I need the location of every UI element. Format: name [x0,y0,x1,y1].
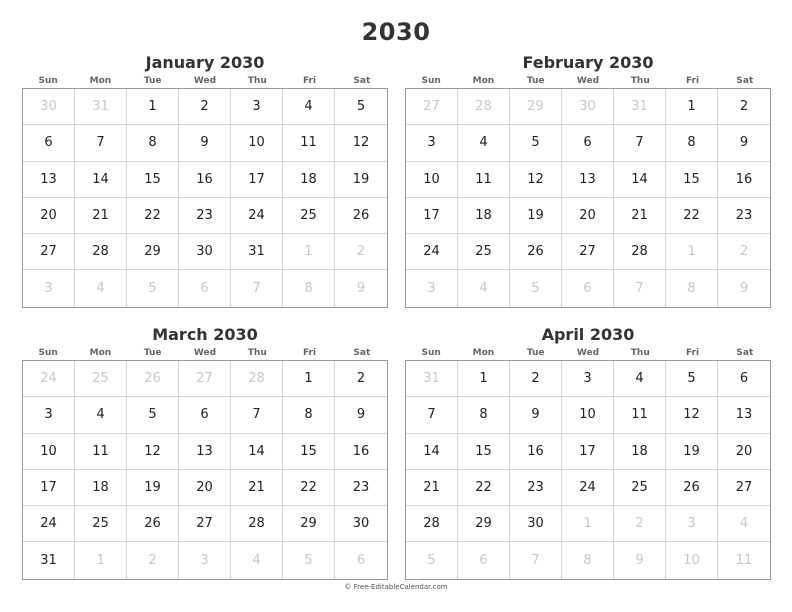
weekday-header [405,74,771,88]
outside-day-cell: 5 [406,542,458,578]
day-cell: 27 [718,470,770,506]
day-cell: 16 [179,162,231,198]
day-cell: 22 [666,198,718,234]
outside-day-cell: 4 [458,270,510,306]
day-cell: 17 [231,162,283,198]
outside-day-cell: 30 [23,89,75,125]
day-cell: 24 [406,234,458,270]
outside-day-cell: 28 [231,361,283,397]
outside-day-cell: 9 [614,542,666,578]
day-cell: 20 [718,434,770,470]
day-cell: 4 [75,397,127,433]
day-cell: 22 [458,470,510,506]
day-cell: 26 [335,198,387,234]
month-calendar [405,324,771,580]
weekday-label: Thu [247,348,267,358]
weekday-label: Sun [421,348,441,358]
day-cell: 18 [283,162,335,198]
day-cell: 24 [562,470,614,506]
day-cell: 13 [562,162,614,198]
day-cell: 21 [406,470,458,506]
day-cell: 22 [127,198,179,234]
day-cell: 3 [231,89,283,125]
day-cell: 22 [283,470,335,506]
day-cell: 10 [231,125,283,161]
day-cell: 30 [179,234,231,270]
weekday-label: Fri [685,348,700,358]
outside-day-cell: 3 [406,270,458,306]
day-cell: 21 [231,470,283,506]
day-cell: 11 [75,434,127,470]
day-cell: 20 [179,470,231,506]
day-cell: 27 [562,234,614,270]
outside-day-cell: 6 [562,270,614,306]
day-cell: 27 [179,506,231,542]
day-cell: 9 [179,125,231,161]
day-cell: 25 [283,198,335,234]
outside-day-cell: 7 [510,542,562,578]
weekday-label: Thu [630,76,650,86]
outside-day-cell: 28 [458,89,510,125]
outside-day-cell: 31 [614,89,666,125]
outside-day-cell: 30 [562,89,614,125]
day-cell: 5 [666,361,718,397]
weekday-label: Fri [302,76,317,86]
day-cell: 26 [666,470,718,506]
outside-day-cell: 2 [335,234,387,270]
weekday-label: Wed [576,76,600,86]
month-calendar [405,52,771,308]
outside-day-cell: 24 [23,361,75,397]
weekday-label: Fri [685,76,700,86]
weekday-label: Wed [193,348,217,358]
day-cell: 11 [614,397,666,433]
outside-day-cell: 8 [666,270,718,306]
day-cell: 7 [614,125,666,161]
day-cell: 2 [718,89,770,125]
outside-day-cell: 1 [666,234,718,270]
day-cell: 9 [718,125,770,161]
weekday-label: Mon [472,76,495,86]
day-cell: 19 [666,434,718,470]
month-title: January 2030 [145,53,265,72]
day-cell: 17 [406,198,458,234]
day-cell: 28 [614,234,666,270]
day-cell: 28 [75,234,127,270]
day-cell: 18 [614,434,666,470]
day-grid [22,360,388,580]
day-cell: 21 [75,198,127,234]
weekday-label: Sat [736,76,754,86]
day-cell: 5 [127,397,179,433]
day-cell: 28 [406,506,458,542]
day-cell: 14 [231,434,283,470]
day-cell: 12 [335,125,387,161]
outside-day-cell: 9 [739,281,749,297]
outside-day-cell: 5 [283,542,335,578]
outside-day-cell: 6 [458,542,510,578]
weekday-label: Tue [143,348,162,358]
day-cell: 25 [614,470,666,506]
outside-day-cell: 2 [614,506,666,542]
day-cell: 6 [23,125,75,161]
day-cell: 16 [510,434,562,470]
day-cell: 17 [23,470,75,506]
day-cell: 3 [406,125,458,161]
day-cell: 14 [406,434,458,470]
day-cell: 8 [283,397,335,433]
day-cell: 6 [562,125,614,161]
day-cell: 29 [458,506,510,542]
month-title: April 2030 [541,325,635,344]
outside-day-cell: 1 [562,506,614,542]
day-cell: 13 [179,434,231,470]
weekday-label: Wed [576,348,600,358]
day-cell: 21 [614,198,666,234]
day-cell: 26 [127,506,179,542]
day-cell: 12 [510,162,562,198]
day-cell: 12 [127,434,179,470]
day-cell: 3 [23,397,75,433]
day-cell: 6 [179,397,231,433]
day-cell: 8 [127,125,179,161]
day-cell: 10 [562,397,614,433]
day-cell: 8 [458,397,510,433]
day-grid [22,88,388,308]
month-title: February 2030 [522,53,654,72]
day-cell: 5 [510,125,562,161]
day-cell: 15 [666,162,718,198]
day-cell: 1 [283,361,335,397]
day-cell: 18 [75,470,127,506]
day-cell: 7 [406,397,458,433]
day-cell: 27 [23,234,75,270]
day-cell: 31 [231,234,283,270]
day-cell: 6 [718,361,770,397]
weekday-label: Mon [89,76,112,86]
outside-day-cell: 27 [179,361,231,397]
outside-day-cell: 6 [356,553,366,569]
day-cell: 2 [510,361,562,397]
outside-day-cell: 4 [75,270,127,306]
day-cell: 20 [23,198,75,234]
day-cell: 26 [510,234,562,270]
outside-day-cell: 3 [179,542,231,578]
day-cell: 3 [562,361,614,397]
outside-day-cell: 3 [666,506,718,542]
day-cell: 8 [666,125,718,161]
weekday-label: Tue [143,76,162,86]
outside-day-cell: 27 [406,89,458,125]
day-cell: 15 [458,434,510,470]
weekday-label: Mon [472,348,495,358]
weekday-label: Thu [247,76,267,86]
weekday-label: Sat [353,348,371,358]
day-cell: 15 [283,434,335,470]
day-cell: 28 [231,506,283,542]
day-cell: 31 [23,542,75,578]
day-cell: 23 [335,470,387,506]
weekday-header [405,346,771,360]
day-cell: 7 [75,125,127,161]
day-cell: 1 [127,89,179,125]
day-cell: 23 [510,470,562,506]
day-cell: 19 [510,198,562,234]
outside-day-cell: 5 [127,270,179,306]
weekday-label: Thu [630,348,650,358]
footer-credit: © Free-EditableCalendar.com [344,583,448,591]
day-cell: 4 [283,89,335,125]
outside-day-cell: 10 [666,542,718,578]
outside-day-cell: 25 [75,361,127,397]
month-title: March 2030 [152,325,258,344]
day-cell: 13 [23,162,75,198]
day-cell: 18 [458,198,510,234]
day-cell: 10 [23,434,75,470]
day-cell: 2 [335,361,387,397]
outside-day-cell: 2 [718,234,770,270]
day-cell: 7 [231,397,283,433]
weekday-label: Tue [526,348,545,358]
day-cell: 4 [458,125,510,161]
day-cell: 19 [335,162,387,198]
day-cell: 16 [718,162,770,198]
day-cell: 30 [510,506,562,542]
outside-day-cell: 6 [179,270,231,306]
outside-day-cell: 31 [75,89,127,125]
day-cell: 25 [75,506,127,542]
year-title: 2030 [361,18,431,46]
weekday-label: Fri [302,348,317,358]
outside-day-cell: 29 [510,89,562,125]
day-cell: 25 [458,234,510,270]
outside-day-cell: 7 [614,270,666,306]
day-grid [405,360,771,580]
outside-day-cell: 8 [283,270,335,306]
weekday-label: Tue [526,76,545,86]
day-cell: 1 [666,89,718,125]
day-cell: 30 [335,506,387,542]
outside-day-cell: 26 [127,361,179,397]
outside-day-cell: 4 [718,506,770,542]
outside-day-cell: 31 [406,361,458,397]
day-cell: 19 [127,470,179,506]
day-cell: 10 [406,162,458,198]
outside-day-cell: 2 [127,542,179,578]
day-cell: 14 [75,162,127,198]
day-cell: 2 [179,89,231,125]
weekday-label: Sat [736,348,754,358]
outside-day-cell: 3 [23,270,75,306]
day-cell: 11 [283,125,335,161]
day-cell: 13 [718,397,770,433]
weekday-label: Wed [193,76,217,86]
weekday-header [22,346,388,360]
day-cell: 23 [718,198,770,234]
day-cell: 1 [458,361,510,397]
day-cell: 4 [614,361,666,397]
day-cell: 29 [283,506,335,542]
day-cell: 24 [231,198,283,234]
day-cell: 9 [510,397,562,433]
month-calendar [22,52,388,308]
month-calendar [22,324,388,580]
day-cell: 9 [335,397,387,433]
day-cell: 14 [614,162,666,198]
weekday-label: Sat [353,76,371,86]
outside-day-cell: 4 [231,542,283,578]
weekday-label: Sun [38,76,58,86]
day-cell: 20 [562,198,614,234]
outside-day-cell: 1 [75,542,127,578]
weekday-label: Mon [89,348,112,358]
weekday-label: Sun [38,348,58,358]
day-cell: 17 [562,434,614,470]
outside-day-cell: 1 [283,234,335,270]
day-cell: 15 [127,162,179,198]
outside-day-cell: 9 [356,281,366,297]
outside-day-cell: 8 [562,542,614,578]
day-cell: 23 [179,198,231,234]
day-cell: 11 [458,162,510,198]
day-cell: 12 [666,397,718,433]
day-cell: 16 [335,434,387,470]
outside-day-cell: 5 [510,270,562,306]
day-cell: 24 [23,506,75,542]
weekday-label: Sun [421,76,441,86]
day-grid [405,88,771,308]
weekday-header [22,74,388,88]
outside-day-cell: 11 [735,553,753,569]
day-cell: 5 [335,89,387,125]
day-cell: 29 [127,234,179,270]
outside-day-cell: 7 [231,270,283,306]
